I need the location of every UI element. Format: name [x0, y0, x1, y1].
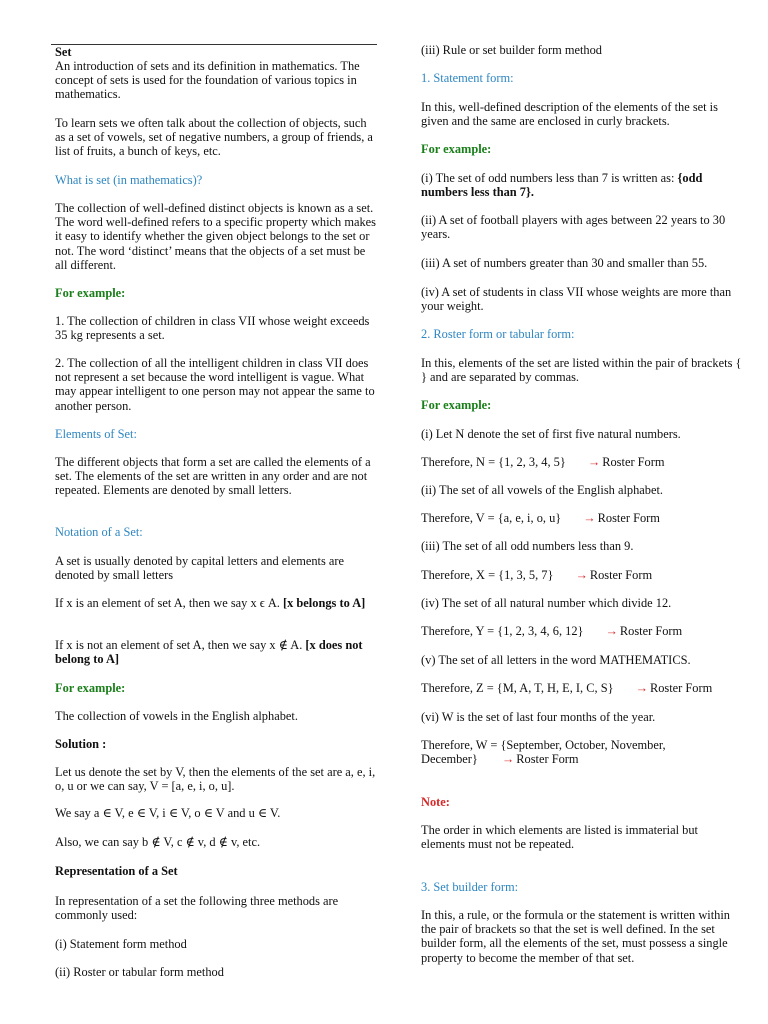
for-example-label: For example: — [421, 142, 492, 156]
roster-answer-2: Therefore, V = {a, e, i, o, u} → Roster Form — [421, 511, 660, 525]
note-label: Note: — [421, 795, 450, 809]
doc-title: Set — [55, 45, 72, 59]
roster-example-3: (iii) The set of all odd numbers less than 9. — [421, 539, 634, 553]
solution-label: Solution : — [55, 737, 107, 751]
solution-paragraph: Let us denote the set by V, then the elements of the set are a, e, i, o, u or we can say, V = [a, e, i, o, u]. — [55, 765, 376, 794]
roster-answer-6: Therefore, W = {September, October, November, December} → Roster Form — [421, 738, 666, 767]
roster-example-5: (v) The set of all letters in the word MATHEMATICS. — [421, 653, 691, 667]
roster-answer-4: Therefore, Y = {1, 2, 3, 4, 6, 12} → Roster Form — [421, 624, 683, 638]
method-one: (i) Statement form method — [55, 937, 187, 951]
roster-answer-1: Therefore, N = {1, 2, 3, 4, 5} → Roster Form — [421, 455, 665, 469]
representation-paragraph: In representation of a set the following three methods are commonly used: — [55, 894, 339, 923]
elements-paragraph: The different objects that form a set are called the elements of a set. The elements of the set are written in any order and are not repeated. Elements are denoted by small letters. — [55, 455, 371, 498]
statement-paragraph: In this, well-defined description of the elements of the set is given and the same are enclosed in curly brackets. — [421, 100, 718, 129]
roster-example-2: (ii) The set of all vowels of the English alphabet. — [421, 483, 664, 497]
objects-paragraph: To learn sets we often talk about the collection of objects, such as a set of vowels, set of negative numbers, a group of friends, a list of fruits, a bunch of keys, etc. — [55, 116, 373, 159]
intro-paragraph: An introduction of sets and its definition in mathematics. The concept of sets is used for the foundation of various topics in mathematics. — [55, 59, 360, 102]
heading-notation: Notation of a Set: — [55, 525, 143, 539]
not-belongs-statement: If x is not an element of set A, then we say x ∉ A. [x does not belong to A] — [55, 638, 363, 667]
roster-answer-3: Therefore, X = {1, 3, 5, 7} → Roster Form — [421, 568, 653, 582]
example-one: 1. The collection of children in class VII whose weight exceeds 35 kg represents a set. — [55, 314, 370, 343]
vowels-example: The collection of vowels in the English alphabet. — [55, 709, 298, 723]
right-arrow-icon: → — [605, 624, 618, 638]
for-example-label: For example: — [421, 398, 492, 412]
for-example-label: For example: — [55, 681, 126, 695]
for-example-label: For example: — [55, 286, 126, 300]
statement-example-4: (iv) A set of students in class VII whose weights are more than your weight. — [421, 285, 732, 314]
right-arrow-icon: → — [587, 455, 601, 469]
belongs-statement: If x is an element of set A, then we say x ϵ A. [x belongs to A] — [55, 596, 366, 610]
heading-what-is-set: What is set (in mathematics)? — [55, 173, 203, 187]
right-arrow-icon: → — [635, 681, 648, 695]
right-arrow-icon: → — [575, 568, 588, 582]
definition-paragraph: The collection of well-defined distinct objects is known as a set. The word well-defined refers to a specific property which makes it easy to identify whether the given object belongs to the set or not. The word ‘distinct’ means that the objects of a set must be all different. — [55, 201, 376, 272]
heading-set-builder: 3. Set builder form: — [421, 880, 519, 894]
statement-example-1: (i) The set of odd numbers less than 7 is written as: {odd numbers less than 7}. — [421, 171, 703, 200]
right-arrow-icon: → — [501, 752, 515, 767]
heading-elements: Elements of Set: — [55, 427, 137, 441]
roster-answer-5: Therefore, Z = {M, A, T, H, E, I, C, S} → Roster Form — [421, 681, 713, 695]
set-builder-paragraph: In this, a rule, or the formula or the statement is written within the pair of brackets so that the set is well defined. In the set builder form, all the elements of the set, must possess a single property to become the member of that set. — [421, 908, 731, 965]
right-arrow-icon: → — [583, 511, 596, 525]
method-three: (iii) Rule or set builder form method — [421, 43, 603, 57]
heading-representation: Representation of a Set — [55, 864, 178, 878]
statement-example-2: (ii) A set of football players with ages between 22 years to 30 years. — [421, 213, 726, 242]
we-say-line: We say a ∈ V, e ∈ V, i ∈ V, o ∈ V and u ∈ V. — [55, 806, 281, 820]
notation-paragraph: A set is usually denoted by capital letters and elements are denoted by small letters — [55, 554, 345, 583]
also-line: Also, we can say b ∉ V, c ∉ v, d ∉ v, etc. — [55, 835, 261, 849]
roster-paragraph: In this, elements of the set are listed within the pair of brackets { } and are separated by commas. — [421, 356, 742, 385]
heading-roster-form: 2. Roster form or tabular form: — [421, 327, 575, 341]
note-paragraph: The order in which elements are listed is immaterial but elements must not be repeated. — [421, 823, 698, 852]
roster-example-1: (i) Let N denote the set of first five natural numbers. — [421, 427, 681, 441]
example-two: 2. The collection of all the intelligent children in class VII does not represent a set because the word intelligent is vague. What may appear intelligent to one person may not appear the same to another person. — [55, 356, 375, 413]
roster-example-4: (iv) The set of all natural number which divide 12. — [421, 596, 672, 610]
roster-example-6: (vi) W is the set of last four months of the year. — [421, 710, 656, 724]
statement-example-3: (iii) A set of numbers greater than 30 and smaller than 55. — [421, 256, 708, 270]
method-two: (ii) Roster or tabular form method — [55, 965, 224, 979]
heading-statement-form: 1. Statement form: — [421, 71, 514, 85]
